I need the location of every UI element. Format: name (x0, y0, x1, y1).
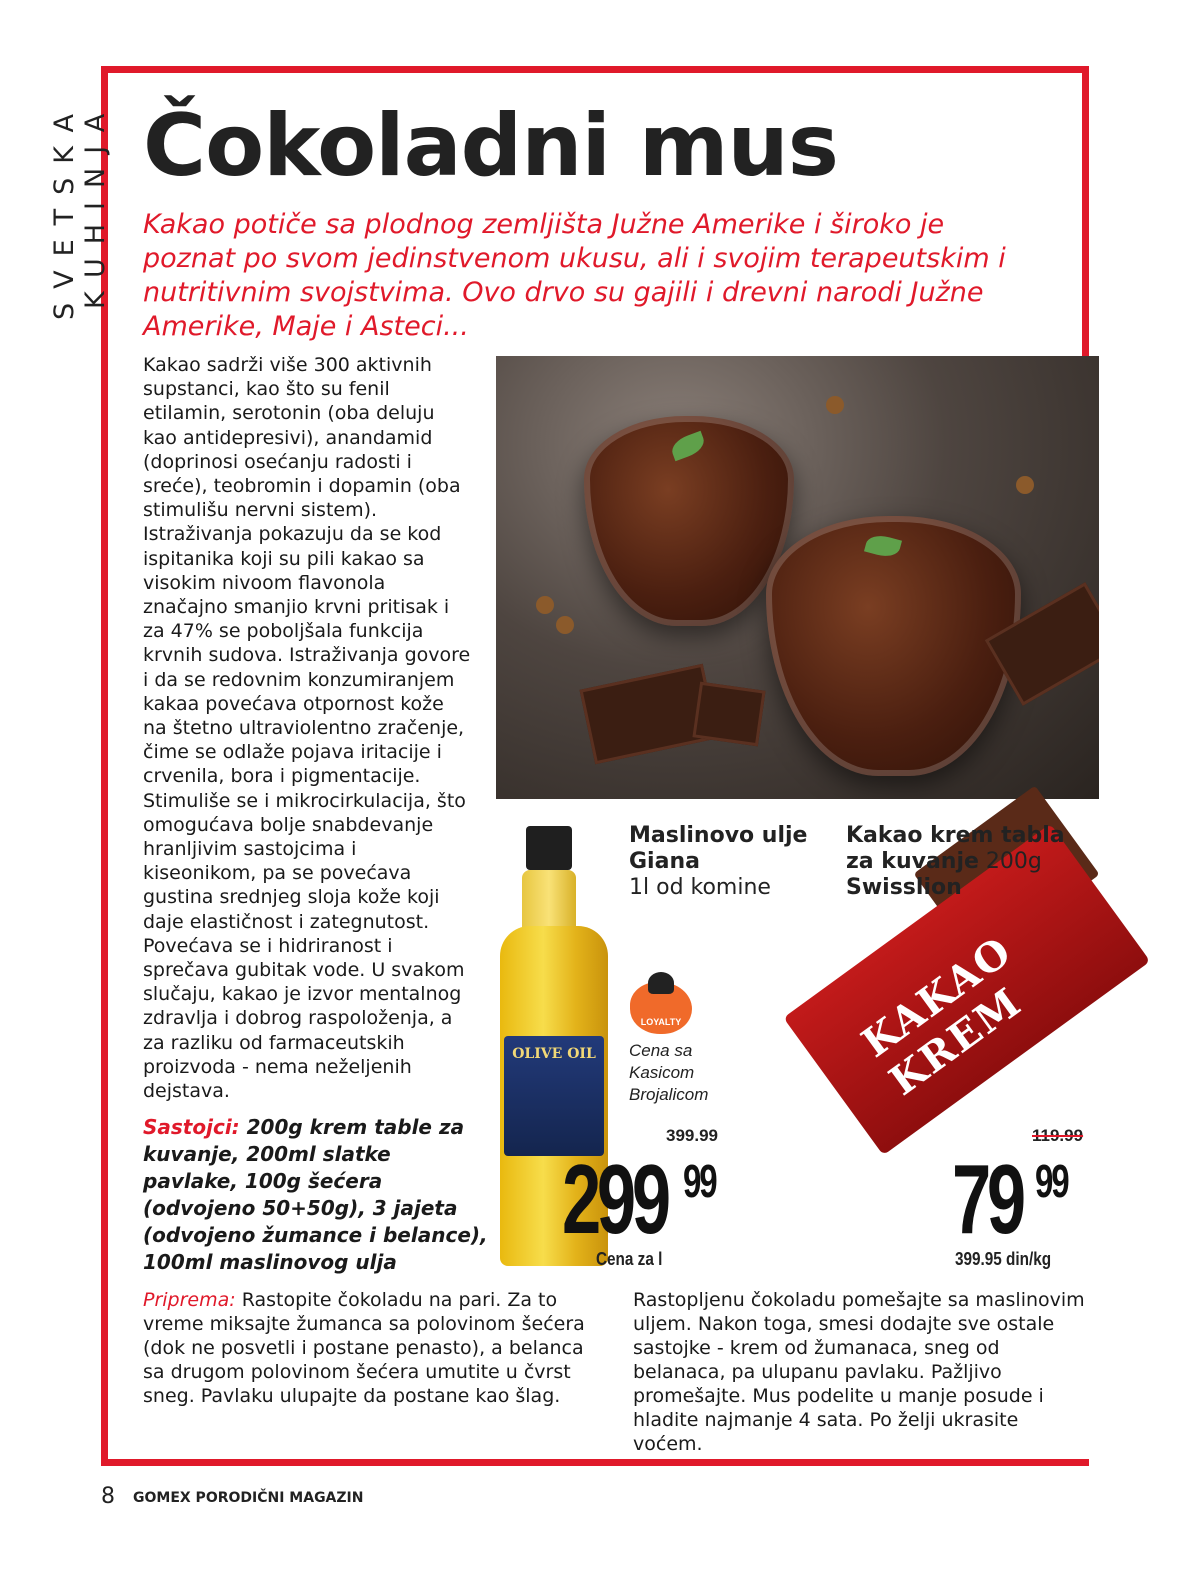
loyalty-note: Cena sa Kasicom Brojalicom (629, 1041, 709, 1104)
price-kakao-main: 79 (952, 1144, 1022, 1254)
hazelnut (536, 596, 554, 614)
hazelnut (826, 396, 844, 414)
price-olive-oil-main: 299 (562, 1144, 667, 1254)
product-olive-oil-name (629, 823, 829, 901)
mousse-glass-front (766, 516, 1021, 776)
article-body: Kakao sadrži više 300 aktivnih supstanci, kao što su fenil etilamin, serotonin (oba deluju kao antidepresivi), anandamid (doprinosi osećanju radosti i sreće), teobromin i dopamin (oba stimulišu nervni sistem). Istraživanja pokazuju da se kod ispitanika koji su pili kakao sa visokim nivoom flavonola značajno smanjio krvni pritisak i za 47% se poboljšala funkcija krvnih sudova. Istraživanja govore i da se redovnim konzumiranjem kakaa povećava otpornost kože na štetno ultraviolentno zračenje, čime se odlaže pojava iritacije i crvenila, bora i pigmentacije. Stimuliše se i mikrocirkulacija, što omogućava bolje snabdevanje hranljivim sastojcima i kiseonikom, pa se povećava gustina srednjeg sloja kože koji daje elastičnost i zategnutost. Povećava se i hidriranost i sprečava gubitak vode. U svakom slučaju, kakao je izvor mentalnog zdravlja i dobrog raspoloženja, a za razliku od farmaceutskih proizvoda - nema neželjenih dejstava. (143, 354, 471, 1103)
product-name: Kakao krem tabla za kuvanje (846, 823, 1065, 874)
intro-text: Kakao potiče sa plodnog zemljišta Južne Amerike i široko je poznat po svom jedinstvenom ukusu, ali i svojim terapeutskim i nutritivnim svojstvima. Ovo drvo su gajili i drevni narodi Južne Amerike, Maje i Asteci... (143, 209, 1006, 342)
bottle-label: OLIVE OIL (504, 1036, 604, 1156)
ingredients-text: 200g krem table za kuvanje, 200ml slatke pavlake, 100g šećera (odvojeno 50+50g), 3 jajeta (odvojeno žumance i belance), 100ml maslinovog ulja (143, 1115, 488, 1274)
preparation-label: Priprema: (143, 1289, 236, 1311)
page-title: Čokoladni mus (143, 96, 838, 196)
hazelnut (556, 616, 574, 634)
product-weight: 200g (985, 849, 1042, 874)
loyalty-badge-text: LOYALTY (640, 1017, 682, 1027)
unit-price-kakao: 399.95 din/kg (955, 1249, 1052, 1269)
loyalty-piggy-icon (630, 982, 692, 1034)
frame-bottom-border (101, 1459, 1089, 1466)
old-price-kakao: 119.99 (1032, 1126, 1084, 1145)
preparation-column-1 (143, 1288, 603, 1408)
section-label: SVETSKA KUHINJA (49, 100, 111, 321)
bottle-neck (522, 870, 576, 930)
product-kakao-name (846, 823, 1076, 901)
price-kakao-cents: 99 (1035, 1155, 1068, 1207)
frame-right-border (1082, 66, 1089, 356)
frame-top-border (101, 66, 1089, 73)
price-olive-oil-cents: 99 (683, 1155, 716, 1207)
unit-price-olive-oil: Cena za l (596, 1249, 663, 1269)
bottle-cap (526, 826, 572, 870)
ingredients-label: Sastojci: (143, 1115, 240, 1139)
chocolate-mousse-photo (496, 356, 1099, 799)
preparation-column-2: Rastopljenu čokoladu pomešajte sa maslinovim uljem. Nakon toga, smesi dodajte sve ostale sastojke - krem od žumanaca, sneg od belanaca, pa ulupanu pavlaku. Pažljivo promešajte. Mus podelite u manje posude i hladite najmanje 4 sata. Po želji ukrasite voćem. (633, 1289, 1085, 1455)
hat-icon (648, 972, 674, 994)
package-label: KAKAO KREM (853, 926, 1031, 1105)
product-detail: 1l od komine (629, 875, 771, 900)
old-price-olive-oil: 399.99 (666, 1126, 718, 1145)
product-name: Maslinovo ulje Giana (629, 823, 808, 874)
page-number: 8 (101, 1484, 115, 1509)
product-brand: Swisslion (846, 875, 962, 900)
ingredients-block (143, 1114, 488, 1276)
preparation-text-1: Rastopite čokoladu na pari. Za to vreme miksajte žumanca sa polovinom šećera (dok ne posvetli i postane penasto), a belanca sa drugom polovinom šećera umutite u čvrst sneg. Pavlaku ulupajte da postane kao šlag. (143, 1289, 585, 1407)
magazine-name: GOMEX PORODIČNI MAGAZIN (133, 1490, 364, 1506)
hazelnut (1016, 476, 1034, 494)
chocolate-piece (692, 682, 765, 747)
